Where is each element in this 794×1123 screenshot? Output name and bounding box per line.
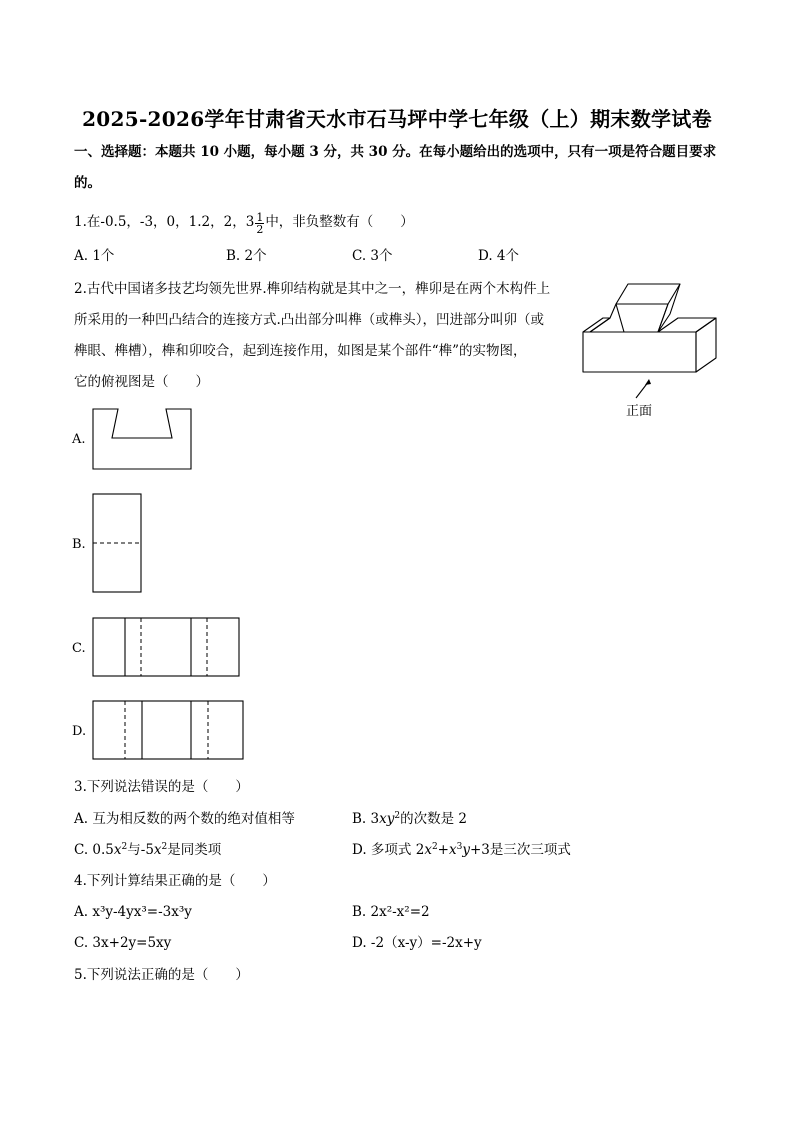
q1-fraction-denominator: 2 bbox=[256, 222, 264, 236]
q2-option-a-figure bbox=[92, 408, 192, 470]
q2-option-a-label: A. bbox=[72, 432, 86, 447]
q2-tenon-figure bbox=[578, 280, 724, 380]
q2-option-d-figure bbox=[92, 700, 244, 760]
q1-stem-suffix: 中，非负整数有（ ） bbox=[265, 214, 414, 231]
q2-figure-label-front: 正面 bbox=[626, 404, 653, 419]
q4-option-a: A. x³y-4yx³=-3x³y bbox=[74, 904, 192, 920]
q4-stem: 4.下列计算结果正确的是（ ） bbox=[74, 873, 276, 889]
q1-option-c: C. 3个 bbox=[352, 248, 393, 264]
page-title: 2025-2026学年甘肃省天水市石马坪中学七年级（上）期末数学试卷 bbox=[82, 107, 712, 131]
q2-option-b-figure bbox=[92, 493, 142, 593]
q2-option-c-figure bbox=[92, 617, 240, 677]
q1-option-b: B. 2个 bbox=[226, 248, 267, 264]
q1-option-a: A. 1个 bbox=[74, 248, 115, 264]
q1-fraction-numerator: 1 bbox=[256, 210, 264, 224]
q4-option-d: D. -2（x-y）=-2x+y bbox=[352, 935, 482, 951]
q3-option-b: B. $3xy^2$的次数是 2 bbox=[352, 811, 467, 827]
section-instructions-line1: 一、选择题：本题共 10 小题，每小题 3 分，共 30 分。在每小题给出的选项中，只有一项是符合题目要求 bbox=[74, 144, 717, 160]
q3-option-d: D. 多项式 $2x^2+x^3y+3$是三次三项式 bbox=[352, 842, 571, 858]
q2-stem-line1: 2.古代中国诸多技艺均领先世界.榫卯结构就是其中之一，榫卯是在两个木构件上 bbox=[74, 281, 551, 297]
q3-option-c: C. $0.5x^2$与$-5x^2$是同类项 bbox=[74, 842, 222, 858]
q2-stem-line4: 它的俯视图是（ ） bbox=[74, 374, 209, 390]
q2-option-b-label: B. bbox=[72, 537, 86, 552]
section-instructions-line2: 的。 bbox=[74, 175, 101, 191]
q5-stem: 5.下列说法正确的是（ ） bbox=[74, 967, 249, 983]
q2-option-c-label: C. bbox=[72, 641, 86, 656]
q1-fraction bbox=[255, 212, 264, 235]
q4-option-b: B. 2x²-x²=2 bbox=[352, 904, 430, 920]
q3-option-a: A. 互为相反数的两个数的绝对值相等 bbox=[74, 811, 295, 827]
q2-stem-line3: 榫眼、榫槽），榫和卯咬合，起到连接作用，如图是某个部件“榫”的实物图， bbox=[74, 343, 527, 359]
q1-stem-prefix: 1.在-0.5，-3，0，1.2，2，3 bbox=[74, 214, 255, 231]
q1-stem bbox=[74, 208, 414, 238]
q3-stem: 3.下列说法错误的是（ ） bbox=[74, 779, 249, 795]
q4-option-c: C. 3x+2y=5xy bbox=[74, 935, 172, 951]
q2-stem-line2: 所采用的一种凹凸结合的连接方式.凸出部分叫榫（或榫头），凹进部分叫卯（或 bbox=[74, 312, 545, 328]
q2-option-d-label: D. bbox=[72, 724, 87, 739]
q1-option-d: D. 4个 bbox=[478, 248, 520, 264]
